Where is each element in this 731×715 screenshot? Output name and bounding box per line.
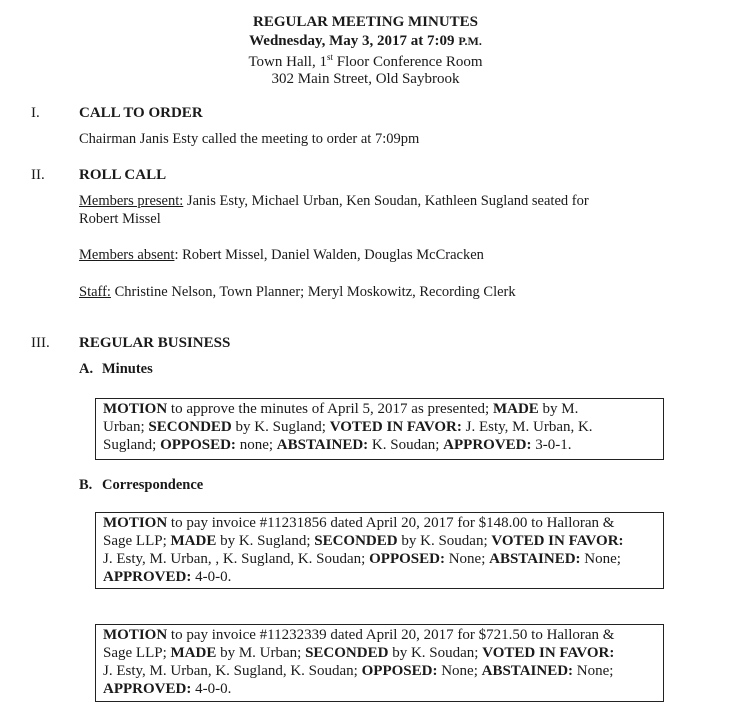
- abstained-keyword: ABSTAINED:: [489, 551, 581, 567]
- meeting-date-pm: P.M.: [458, 34, 482, 48]
- motion-text: by M.: [538, 401, 579, 417]
- motion-text: None;: [573, 663, 614, 679]
- motion-box-minutes: [95, 398, 664, 460]
- opposed-keyword: OPPOSED:: [361, 663, 438, 679]
- motion-text: 4-0-0.: [191, 681, 232, 697]
- section-title-call-to-order: CALL TO ORDER: [79, 105, 203, 121]
- opposed-keyword: OPPOSED:: [160, 437, 236, 453]
- abstained-keyword: ABSTAINED:: [481, 663, 574, 679]
- voted-keyword: VOTED IN FAVOR:: [329, 419, 462, 435]
- section-number-1: I.: [31, 105, 40, 121]
- location-sup: st: [326, 52, 333, 62]
- meeting-date: [0, 33, 731, 50]
- motion-text: Sage LLP;: [103, 645, 171, 661]
- motion-text: Sugland;: [103, 437, 161, 453]
- motion-line: [103, 514, 656, 532]
- motion-line: [103, 568, 656, 586]
- members-absent-label: Members absent: [79, 247, 175, 263]
- meeting-location: [0, 52, 731, 71]
- motion-text: J. Esty, M. Urban, , K. Sugland, K. Soudan;: [103, 551, 370, 567]
- motion-box-invoice-1: [95, 512, 664, 589]
- seconded-keyword: SECONDED: [305, 645, 389, 661]
- members-absent-text: : Robert Missel, Daniel Walden, Douglas McCracken: [174, 247, 484, 263]
- motion-line: [103, 400, 656, 418]
- members-present-label: Members present:: [79, 193, 184, 209]
- section-title-regular-business: REGULAR BUSINESS: [79, 335, 231, 351]
- motion-text: by K. Sugland;: [216, 533, 315, 549]
- location-post: Floor Conference Room: [332, 54, 483, 70]
- motion-line: [103, 418, 656, 436]
- section-number-3: III.: [31, 335, 50, 351]
- opposed-keyword: OPPOSED:: [369, 551, 445, 567]
- staff-label: Staff:: [79, 284, 111, 300]
- members-absent: [79, 246, 484, 264]
- voted-keyword: VOTED IN FAVOR:: [491, 533, 624, 549]
- section-number-2: II.: [31, 167, 45, 183]
- motion-text: by K. Sugland;: [231, 419, 330, 435]
- motion-box-invoice-2: [95, 624, 664, 702]
- motion-text: K. Soudan;: [368, 437, 444, 453]
- motion-line: [103, 550, 656, 568]
- subsection-title-correspondence: Correspondence: [102, 477, 204, 493]
- staff-text: Christine Nelson, Town Planner; Meryl Moskowitz, Recording Clerk: [110, 284, 516, 300]
- motion-text: 4-0-0.: [191, 569, 232, 585]
- subsection-letter-b: B.: [79, 477, 93, 493]
- motion-line: [103, 644, 656, 662]
- call-to-order-text: Chairman Janis Esty called the meeting to order at 7:09pm: [79, 131, 420, 147]
- seconded-keyword: SECONDED: [148, 419, 232, 435]
- approved-keyword: APPROVED:: [103, 569, 192, 585]
- members-present-text: Janis Esty, Michael Urban, Ken Soudan, Kathleen Sugland seated for: [183, 193, 589, 209]
- motion-text: none;: [235, 437, 277, 453]
- motion-text: J. Esty, M. Urban, K.: [461, 419, 593, 435]
- motion-text: to pay invoice #11232339 dated April 20, 2017 for $721.50 to Halloran &: [167, 627, 615, 643]
- location-pre: Town Hall, 1: [248, 54, 327, 70]
- voted-keyword: VOTED IN FAVOR:: [482, 645, 615, 661]
- made-keyword: MADE: [170, 645, 217, 661]
- motion-keyword: MOTION: [103, 627, 168, 643]
- motion-text: by K. Soudan;: [388, 645, 483, 661]
- motion-text: by K. Soudan;: [397, 533, 492, 549]
- motion-text: to approve the minutes of April 5, 2017 as presented;: [167, 401, 493, 417]
- motion-text: to pay invoice #11231856 dated April 20, 2017 for $148.00 to Halloran &: [167, 515, 615, 531]
- made-keyword: MADE: [492, 401, 539, 417]
- motion-text: Sage LLP;: [103, 533, 171, 549]
- motion-line: [103, 626, 656, 644]
- motion-line: [103, 436, 656, 454]
- motion-text: Urban;: [103, 419, 149, 435]
- approved-keyword: APPROVED:: [103, 681, 192, 697]
- motion-text: by M. Urban;: [216, 645, 306, 661]
- motion-line: [103, 532, 656, 550]
- approved-keyword: APPROVED:: [443, 437, 532, 453]
- motion-text: 3-0-1.: [531, 437, 572, 453]
- members-present-cont: Robert Missel: [79, 211, 161, 227]
- motion-text: J. Esty, M. Urban, K. Sugland, K. Soudan;: [103, 663, 362, 679]
- subsection-title-minutes: Minutes: [102, 361, 153, 377]
- motion-text: None;: [580, 551, 621, 567]
- section-title-roll-call: ROLL CALL: [79, 167, 167, 183]
- motion-text: None;: [444, 551, 490, 567]
- abstained-keyword: ABSTAINED:: [276, 437, 369, 453]
- motion-keyword: MOTION: [103, 401, 168, 417]
- document-title: REGULAR MEETING MINUTES: [252, 14, 479, 30]
- subsection-letter-a: A.: [79, 361, 94, 377]
- members-present: [79, 192, 589, 210]
- motion-line: [103, 680, 656, 698]
- motion-keyword: MOTION: [103, 515, 168, 531]
- made-keyword: MADE: [170, 533, 217, 549]
- motion-line: [103, 662, 656, 680]
- meeting-date-text: Wednesday, May 3, 2017 at 7:09: [249, 33, 459, 49]
- seconded-keyword: SECONDED: [314, 533, 398, 549]
- staff: [79, 283, 516, 301]
- motion-text: None;: [437, 663, 482, 679]
- meeting-address: 302 Main Street, Old Saybrook: [271, 71, 460, 87]
- subsection-correspondence: [79, 477, 203, 494]
- subsection-minutes: [79, 361, 153, 378]
